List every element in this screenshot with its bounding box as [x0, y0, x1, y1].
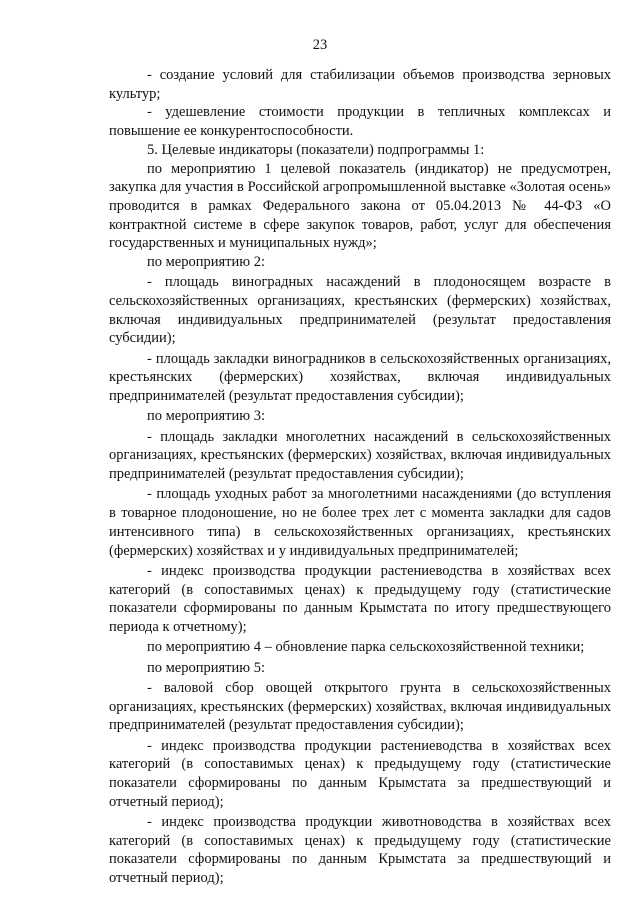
paragraph-measure-2-item-1: - площадь виноградных насаждений в плодоносящем возрасте в сельскохозяйственных организациях, крестьянских (фермерских) хозяйствах, включая индивидуальных предпринимателей (результат предоставления субсидии);	[109, 274, 611, 347]
paragraph-measure-2-heading: по мероприятию 2:	[147, 254, 266, 271]
paragraph-measure-2-item-2: - площадь закладки виноградников в сельскохозяйственных организациях, крестьянских (фермерских) хозяйствах, включая индивидуальных предпринимателей (результат предоставления субсидии);	[109, 350, 611, 405]
section-heading: 5. Целевые индикаторы (показатели) подпрограммы 1:	[147, 141, 485, 158]
paragraph-measure-5-item-2: - индекс производства продукции растениеводства в хозяйствах всех категорий (в сопоставимых ценах) к предыдущему году (статистические показатели сформированы по данным Крымстата за предшествующий и отчетный период);	[109, 737, 611, 810]
page-number: 23	[312, 37, 328, 53]
paragraph-measure-3-item-3: - индекс производства продукции растениеводства в хозяйствах всех категорий (в сопоставимых ценах) к предыдущему году (статистические показатели сформированы по данным Крымстата по итогу предшествующего периода к отчетному);	[109, 562, 611, 635]
paragraph-measure-5-item-1: - валовой сбор овощей открытого грунта в сельскохозяйственных организациях, крестьянских (фермерских) хозяйствах, включая индивидуальных предпринимателей (результат предоставления субсидии);	[109, 679, 611, 734]
paragraph-measure-3-item-1: - площадь закладки многолетних насаждений в сельскохозяйственных организациях, крестьянских (фермерских) хозяйствах, включая индивидуальных предпринимателей (результат предоставления субсидии);	[109, 428, 611, 483]
paragraph-measure-1: по мероприятию 1 целевой показатель (индикатор) не предусмотрен, закупка для участия в Российской агропромышленной выставке «Золотая осень» проводится в рамках Федерального закона от 05.04.2013 № 44-ФЗ «О контрактной системе в сфере закупок товаров, работ, услуг для обеспечения государственных и муниципальных нужд»;	[109, 160, 611, 252]
paragraph-1: - создание условий для стабилизации объемов производства зерновых культур;	[109, 67, 611, 102]
paragraph-measure-5-item-3: - индекс производства продукции животноводства в хозяйствах всех категорий (в сопоставимых ценах) к предыдущему году (статистические показатели сформированы по данным Крымстата за предшествующий и отчетный период);	[109, 813, 611, 887]
paragraph-measure-3-heading: по мероприятию 3:	[147, 408, 266, 425]
paragraph-measure-4: по мероприятию 4 – обновление парка сельскохозяйственной техники;	[147, 639, 585, 656]
paragraph-measure-3-item-2: - площадь уходных работ за многолетними насаждениями (до вступления в товарное плодоношение, но не более трех лет с момента закладки для садов интенсивного типа) в сельскохозяйственных организациях, крестьянских (фермерских) хозяйствах и у индивидуальных предпринимателей;	[109, 486, 611, 559]
paragraph-measure-5-heading: по мероприятию 5:	[147, 659, 266, 676]
paragraph-2: - удешевление стоимости продукции в тепличных комплексах и повышение ее конкурентоспособности.	[109, 104, 611, 140]
document-body	[109, 66, 611, 888]
